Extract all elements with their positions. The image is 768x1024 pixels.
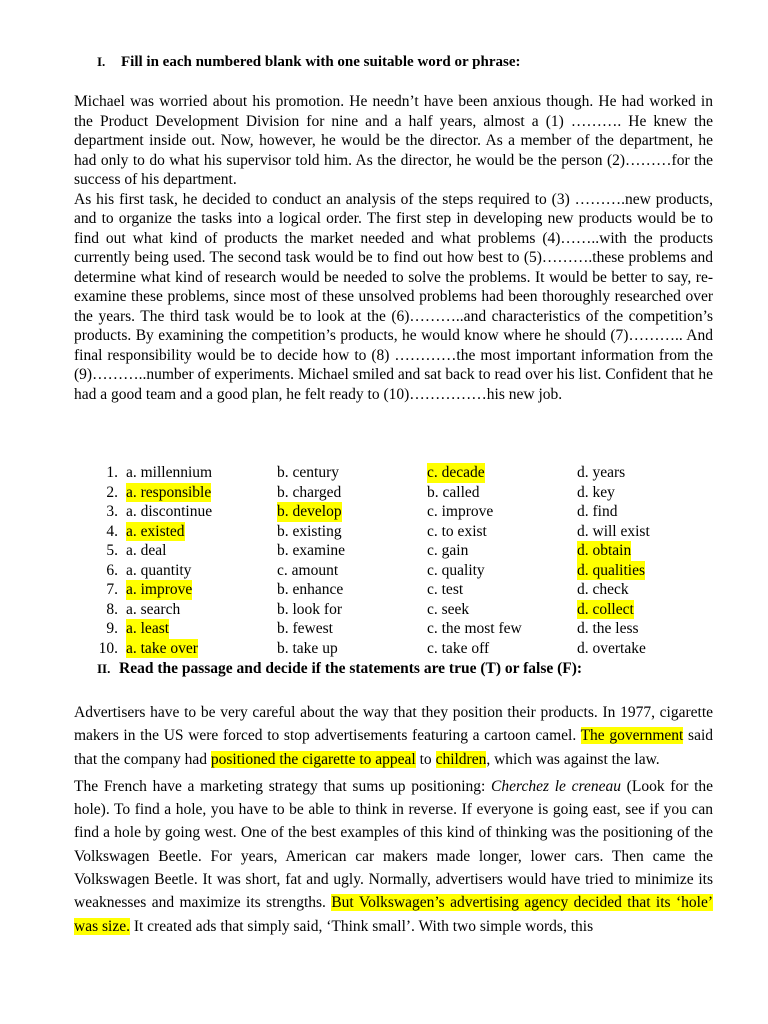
option-c: c. seek <box>427 600 470 618</box>
option-b: b. century <box>277 464 339 481</box>
option-c: c. to exist <box>427 522 487 540</box>
option-b: b. develop <box>277 503 342 520</box>
option-c: c. test <box>427 581 464 598</box>
option-number: 10. <box>98 639 118 657</box>
option-c: c. take off <box>427 639 490 657</box>
option-c: b. called <box>427 483 480 501</box>
option-row <box>74 639 734 659</box>
passage-1-paragraph-2: As his first task, he decided to conduct an analysis of the steps required to (3) ……….new products, and to organize the tasks into a logical order. The first step in developing new products would be to find out what kind of products the market needed and what problems (4)……..with the products currently being used. The second task would be to find out how best to (5)……….these problems and determine what kind of research would be needed to solve the problems. It would be better to say, re-examine these problems, since most of these unsolved problems had been thoroughly researched over the years. The third task would be to look at the (6)………..and characteristics of the competition’s products. By examining the competition’s products, he would know where he should (7)……….. And final responsibility would be to decide how to (8) …………the most important information from the (9)………..number of experiments. Michael smiled and sat back to read over his list. Confident that he had a good team and a good plan, he felt ready to (10)……………his new job. <box>74 190 713 403</box>
option-a: a. existed <box>126 522 185 540</box>
highlighted-text: children <box>435 750 487 768</box>
text-run: It created ads that simply said, ‘Think small’. With two simple words, this <box>129 917 594 935</box>
option-b: b. existing <box>277 522 342 540</box>
italic-text: Cherchez le creneau <box>491 777 621 795</box>
option-a: a. take over <box>126 639 198 657</box>
option-number: 6. <box>106 561 118 579</box>
answer-options-list <box>74 463 734 658</box>
option-c: c. gain <box>427 542 469 559</box>
option-b: b. examine <box>277 542 346 559</box>
option-a: a. responsible <box>126 483 212 501</box>
option-number: 7. <box>106 581 118 598</box>
text-run: The French have a marketing strategy that sums up positioning: <box>74 777 492 795</box>
option-a: a. deal <box>126 542 167 559</box>
option-row <box>74 483 734 503</box>
option-number: 1. <box>106 464 118 481</box>
option-a: a. improve <box>126 581 193 598</box>
passage-2-paragraph-2 <box>74 775 713 938</box>
option-b: b. charged <box>277 483 342 501</box>
section-2-number: II. <box>97 661 111 676</box>
option-row <box>74 522 734 542</box>
option-row <box>74 580 734 600</box>
section-2-heading <box>97 659 737 679</box>
option-d: d. the less <box>577 620 639 637</box>
option-a: a. millennium <box>126 464 213 481</box>
option-a: a. quantity <box>126 561 192 579</box>
option-c: c. quality <box>427 561 485 579</box>
section-2-title: Read the passage and decide if the statements are true (T) or false (F): <box>119 660 583 677</box>
passage-2-paragraph-1 <box>74 701 713 771</box>
section-1-heading <box>97 52 737 72</box>
option-number: 2. <box>106 483 118 501</box>
option-row <box>74 619 734 639</box>
option-a: a. search <box>126 600 181 618</box>
option-b: b. take up <box>277 639 338 657</box>
text-run: , which was against the law. <box>486 750 660 768</box>
option-c: c. decade <box>427 464 485 481</box>
section-1-passage <box>74 92 713 404</box>
option-c: c. improve <box>427 503 494 520</box>
highlighted-text: But Volkswagen’s advertising agency decided that its ‘hole’ was size. <box>74 894 713 935</box>
option-row <box>74 463 734 483</box>
option-d: d. check <box>577 581 629 598</box>
section-2-passage <box>74 701 713 942</box>
option-number: 9. <box>106 620 118 637</box>
option-a: a. discontinue <box>126 503 213 520</box>
option-number: 4. <box>106 522 118 540</box>
option-number: 5. <box>106 542 118 559</box>
option-c: c. the most few <box>427 620 522 637</box>
option-b: b. enhance <box>277 581 344 598</box>
option-a: a. least <box>126 620 170 637</box>
section-1-number: I. <box>97 54 106 69</box>
option-d: d. years <box>577 464 626 481</box>
option-b: b. fewest <box>277 620 333 637</box>
text-run: said that the company had <box>74 727 714 768</box>
highlighted-text: positioned the cigarette to appeal <box>210 750 416 768</box>
text-run: Advertisers have to be very careful about the way that they position their products. In 1977, cigarette makers in the US were forced to stop advertisements featuring a cartoon camel. <box>74 704 713 745</box>
option-d: d. collect <box>577 600 634 618</box>
option-number: 3. <box>106 503 118 520</box>
option-d: d. qualities <box>577 561 646 579</box>
highlighted-text: The government <box>580 727 684 745</box>
option-b: b. look for <box>277 600 343 618</box>
option-row <box>74 600 734 620</box>
text-run: (Look for the hole). To find a hole, you have to be able to think in reverse. If everyone is going east, see if you can find a hole by going west. One of the best examples of this kind of thinking was the positioning of the Volkswagen Beetle. For years, American car makers made longer, lower cars. Then came the Volkswagen Beetle. It was short, fat and ugly. Normally, advertisers would have tried to minimize its weaknesses and maximize its strengths. <box>74 777 714 912</box>
option-d: d. obtain <box>577 542 632 559</box>
option-d: d. key <box>577 483 615 501</box>
option-number: 8. <box>106 600 118 618</box>
option-d: d. will exist <box>577 522 650 540</box>
option-d: d. overtake <box>577 639 646 657</box>
text-run: to <box>415 750 436 768</box>
option-d: d. find <box>577 503 618 520</box>
option-row <box>74 561 734 581</box>
option-row <box>74 541 734 561</box>
option-b: c. amount <box>277 561 339 579</box>
passage-1-paragraph-1: Michael was worried about his promotion. He needn’t have been anxious though. He had worked in the Product Development Division for nine and a half years, almost a (1) ………. He knew the department inside out. Now, however, he would be the director. As a member of the department, he had only to do what his supervisor told him. As the director, he would be the person (2)………for the success of his department. <box>74 93 713 188</box>
option-row <box>74 502 734 522</box>
section-1-title: Fill in each numbered blank with one suitable word or phrase: <box>121 54 521 70</box>
